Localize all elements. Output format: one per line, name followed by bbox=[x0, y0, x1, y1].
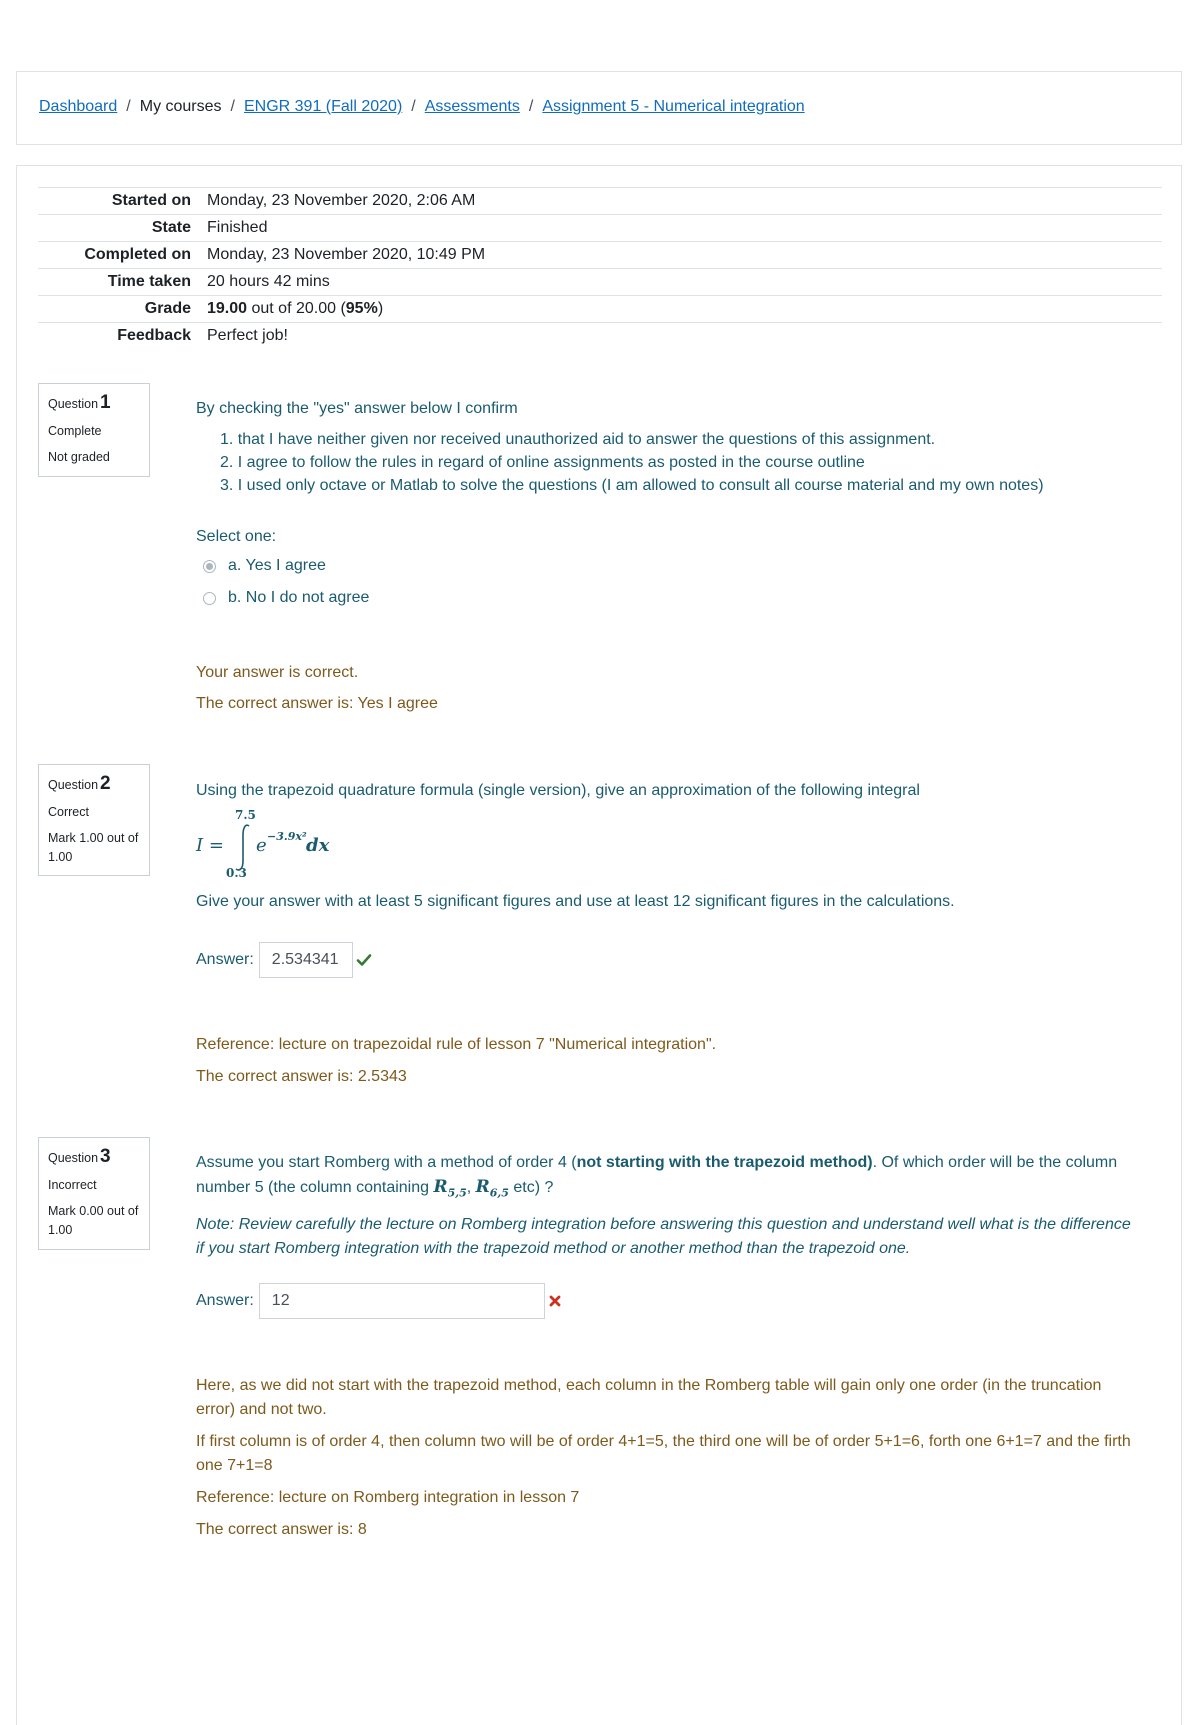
condition-item: 1. that I have neither given nor received unauthorized aid to answer the questions of this assignment. bbox=[220, 431, 936, 448]
summary-row-completed bbox=[38, 242, 1162, 269]
differential: dx bbox=[306, 835, 330, 856]
question-status: Correct bbox=[48, 805, 89, 819]
completed-value: Monday, 23 November 2020, 10:49 PM bbox=[207, 246, 486, 263]
answer-label: Answer: bbox=[196, 951, 254, 968]
integrand-base: e bbox=[256, 835, 267, 856]
general-feedback: Reference: lecture on trapezoidal rule of lesson 7 "Numerical integration". bbox=[196, 1036, 717, 1053]
question-mark: Mark 1.00 out of 1.00 bbox=[48, 831, 139, 864]
question-2-text bbox=[196, 779, 1156, 803]
question-2-instructions bbox=[196, 890, 1156, 914]
general-feedback: Reference: lecture on Romberg integration in lesson 7 bbox=[196, 1489, 580, 1506]
question-1-feedback bbox=[196, 661, 438, 716]
instructions-text: Give your answer with at least 5 significant figures and use at least 12 significant figures in the calculations. bbox=[196, 893, 955, 910]
question-status: Incorrect bbox=[48, 1178, 97, 1192]
question-3-text bbox=[196, 1151, 1136, 1261]
feedback-label: Feedback bbox=[117, 327, 191, 344]
completed-label: Completed on bbox=[84, 246, 191, 263]
question-1-text bbox=[196, 397, 1146, 614]
breadcrumb-separator: / bbox=[528, 98, 534, 115]
question-1-intro: By checking the "yes" answer below I confirm bbox=[196, 400, 518, 417]
summary-row-feedback bbox=[38, 323, 1162, 350]
breadcrumb-dashboard-link[interactable]: Dashboard bbox=[39, 98, 118, 115]
breadcrumb-container bbox=[16, 71, 1182, 145]
feedback-value: Perfect job! bbox=[207, 327, 288, 344]
right-answer: The correct answer is: 8 bbox=[196, 1521, 367, 1538]
breadcrumb-separator: / bbox=[126, 98, 131, 115]
question-1-conditions bbox=[196, 428, 1146, 497]
question-3-prompt bbox=[196, 1151, 1136, 1205]
summary-row-grade bbox=[38, 296, 1162, 323]
breadcrumb-assessments-link[interactable]: Assessments bbox=[424, 98, 520, 115]
breadcrumb bbox=[39, 98, 805, 116]
question-2-intro: Using the trapezoid quadrature formula (single version), give an approximation of the following integral bbox=[196, 782, 920, 799]
summary-row-state bbox=[38, 215, 1162, 242]
grade-label: Grade bbox=[144, 300, 191, 317]
question-number-value: 1 bbox=[100, 392, 111, 413]
breadcrumb-course-link[interactable]: ENGR 391 (Fall 2020) bbox=[243, 98, 403, 115]
integral-lower-limit: 0.3 bbox=[226, 866, 247, 880]
grade-score: 19.00 bbox=[207, 300, 248, 317]
state-label: State bbox=[151, 219, 191, 236]
option-b-row[interactable] bbox=[196, 582, 1146, 614]
question-mark: Mark 0.00 out of 1.00 bbox=[48, 1204, 139, 1237]
question-prefix: Question bbox=[48, 397, 99, 411]
question-prefix: Question bbox=[48, 778, 99, 792]
question-1-info bbox=[38, 383, 150, 477]
grade-out-of: out of 20.00 ( bbox=[247, 300, 346, 317]
question-3-info bbox=[38, 1137, 150, 1250]
right-answer: The correct answer is: 2.5343 bbox=[196, 1068, 407, 1085]
grade-close: ) bbox=[377, 300, 384, 317]
question-3-answer-row bbox=[196, 1283, 562, 1319]
cross-icon bbox=[548, 1294, 562, 1308]
breadcrumb-assignment-link[interactable]: Assignment 5 - Numerical integration bbox=[542, 98, 805, 115]
question-2-answer-row bbox=[196, 942, 372, 978]
attempt-summary-table bbox=[38, 187, 1162, 349]
r-subscript: 6,5 bbox=[489, 1186, 509, 1200]
state-value: Finished bbox=[207, 219, 268, 236]
romberg-r65 bbox=[475, 1177, 509, 1200]
option-a-row[interactable] bbox=[196, 550, 1146, 582]
started-label: Started on bbox=[111, 192, 191, 209]
specific-feedback: Your answer is correct. bbox=[196, 664, 359, 681]
question-3-note: Note: Review carefully the lecture on Romberg integration before answering this question and understand well what is the difference if you start Romberg integration with the trapezoid method or another method than the trapezoid one. bbox=[196, 1216, 1131, 1258]
prompt-part: . Of which order will be the column number 5 (the column containing bbox=[196, 1154, 1118, 1196]
breadcrumb-separator: / bbox=[230, 98, 235, 115]
grade-value bbox=[207, 296, 1162, 323]
right-answer: The correct answer is: Yes I agree bbox=[196, 695, 438, 712]
prompt-bold: not starting with the trapezoid method) bbox=[576, 1154, 873, 1171]
prompt-part: Assume you start Romberg with a method of order 4 ( bbox=[196, 1154, 577, 1171]
summary-row-time bbox=[38, 269, 1162, 296]
condition-item: 3. I used only octave or Matlab to solve the questions (I am allowed to consult all course material and my own notes) bbox=[220, 477, 1044, 494]
question-number bbox=[48, 1146, 141, 1168]
started-value: Monday, 23 November 2020, 2:06 AM bbox=[207, 192, 476, 209]
question-prefix: Question bbox=[48, 1151, 99, 1165]
question-status: Complete bbox=[48, 424, 102, 438]
prompt-part: etc) ? bbox=[508, 1179, 554, 1196]
question-3-feedback bbox=[196, 1374, 1136, 1542]
select-one-label: Select one: bbox=[196, 528, 277, 545]
breadcrumb-separator: / bbox=[411, 98, 416, 115]
question-2-info bbox=[38, 764, 150, 876]
option-a-label[interactable]: a. Yes I agree bbox=[228, 557, 326, 574]
general-feedback: If first column is of order 4, then column two will be of order 4+1=5, the third one will be of order 5+1=6, forth one 6+1=7 and the firth one 7+1=8 bbox=[196, 1433, 1131, 1474]
prompt-comma: , bbox=[466, 1179, 476, 1196]
r-subscript: 5,5 bbox=[447, 1186, 467, 1200]
summary-row-started bbox=[38, 188, 1162, 215]
grade-percent: 95% bbox=[345, 300, 378, 317]
answer-input[interactable]: 12 bbox=[259, 1283, 545, 1319]
condition-item: 2. I agree to follow the rules in regard of online assignments as posted in the course outline bbox=[220, 454, 865, 471]
question-2-feedback bbox=[196, 1033, 716, 1089]
integral-formula bbox=[196, 806, 356, 882]
r-symbol: R bbox=[475, 1177, 490, 1197]
time-taken-label: Time taken bbox=[107, 273, 191, 290]
question-number-value: 2 bbox=[100, 773, 111, 794]
general-feedback: Here, as we did not start with the trapezoid method, each column in the Romberg table will gain only one order (in the truncation error) and not two. bbox=[196, 1377, 1102, 1418]
option-b-radio[interactable] bbox=[203, 592, 216, 605]
question-number-value: 3 bbox=[100, 1146, 111, 1167]
question-mark: Not graded bbox=[48, 450, 110, 464]
formula-lhs: I = bbox=[196, 835, 224, 856]
r-symbol: R bbox=[433, 1177, 448, 1197]
option-b-label[interactable]: b. No I do not agree bbox=[228, 589, 370, 606]
answer-input[interactable]: 2.534341 bbox=[259, 942, 353, 978]
answer-label: Answer: bbox=[196, 1292, 254, 1309]
integrand-exponent: −3.9x² bbox=[267, 830, 307, 843]
time-taken-value: 20 hours 42 mins bbox=[207, 273, 330, 290]
option-a-radio[interactable] bbox=[203, 560, 216, 573]
check-icon bbox=[356, 952, 372, 968]
question-number bbox=[48, 773, 141, 795]
breadcrumb-my-courses: My courses bbox=[139, 98, 222, 115]
romberg-r55 bbox=[433, 1177, 467, 1200]
integral-upper-limit: 7.5 bbox=[235, 808, 256, 822]
question-number bbox=[48, 392, 141, 414]
